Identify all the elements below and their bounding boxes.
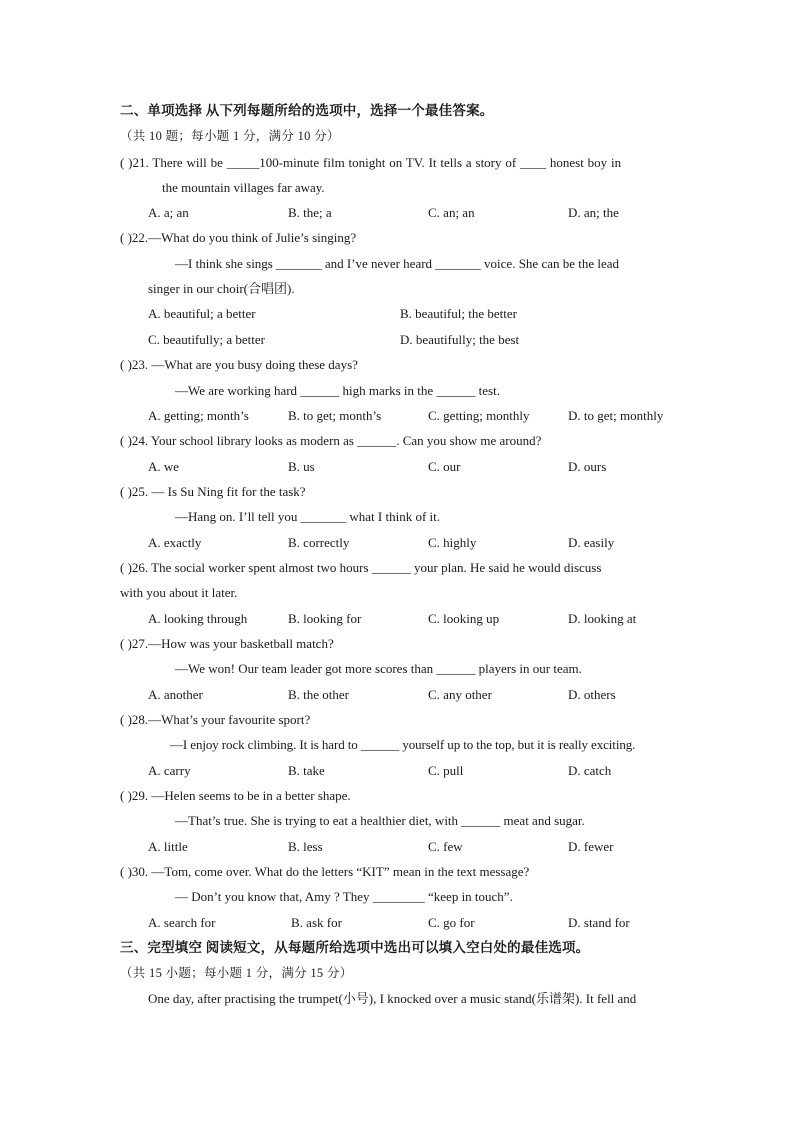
q26-line2: with you about it later. <box>120 585 238 600</box>
q24-option-c: C. our <box>428 459 461 474</box>
q22-option-d: D. beautifully; the best <box>400 332 520 347</box>
q27-option-a: A. another <box>148 687 203 702</box>
section3-title: 三、完型填空 阅读短文，从每题所给选项中选出可以填入空白处的最佳选项。 <box>120 940 590 955</box>
q28-option-d: D. catch <box>568 763 612 778</box>
q26-stem: ( )26. The social worker spent almost two hours ______ your plan. He said he would discuss <box>120 560 602 575</box>
q24-option-d: D. ours <box>568 459 607 474</box>
q21-option-b: B. the; a <box>288 205 332 220</box>
q25-option-d: D. easily <box>568 535 615 550</box>
q27-option-b: B. the other <box>288 687 350 702</box>
q29-line2: —That’s true. She is trying to eat a healthier diet, with ______ meat and sugar. <box>175 813 585 828</box>
q30-stem: ( )30. —Tom, come over. What do the letters “KIT” mean in the text message? <box>120 864 530 879</box>
q22-stem: ( )22.—What do you think of Julie’s singing? <box>120 230 357 245</box>
q22-option-b: B. beautiful; the better <box>400 306 517 321</box>
q26-option-a: A. looking through <box>148 611 248 626</box>
q29-option-b: B. less <box>288 839 323 854</box>
q28-option-a: A. carry <box>148 763 191 778</box>
q27-option-d: D. others <box>568 687 616 702</box>
q27-line2: —We won! Our team leader got more scores than ______ players in our team. <box>175 661 582 676</box>
q21-stem-cont: the mountain villages far away. <box>162 180 325 195</box>
q25-option-c: C. highly <box>428 535 477 550</box>
q24-option-b: B. us <box>288 459 315 474</box>
q29-stem: ( )29. —Helen seems to be in a better shape. <box>120 788 351 803</box>
q28-option-b: B. take <box>288 763 325 778</box>
q24-stem: ( )24. Your school library looks as modern as ______. Can you show me around? <box>120 433 542 448</box>
q21-option-a: A. a; an <box>148 205 189 220</box>
section3-passage-line: One day, after practising the trumpet(小号), I knocked over a music stand(乐谱架). It fell and <box>148 991 637 1006</box>
q26-option-d: D. looking at <box>568 611 637 626</box>
q25-stem: ( )25. — Is Su Ning fit for the task? <box>120 484 306 499</box>
q23-line2: —We are working hard ______ high marks in the ______ test. <box>175 383 500 398</box>
q30-line2: — Don’t you know that, Amy ? They ________ “keep in touch”. <box>175 889 513 904</box>
q22-line2: —I think she sings _______ and I’ve never heard _______ voice. She can be the lead <box>175 256 620 271</box>
q23-option-b: B. to get; month’s <box>288 408 382 423</box>
q23-option-d: D. to get; monthly <box>568 408 664 423</box>
q30-option-c: C. go for <box>428 915 475 930</box>
section3-note: （共 15 小题；每小题 1 分，满分 15 分） <box>120 966 353 980</box>
q29-option-c: C. few <box>428 839 463 854</box>
q23-option-c: C. getting; monthly <box>428 408 530 423</box>
q26-option-b: B. looking for <box>288 611 362 626</box>
q21-option-c: C. an; an <box>428 205 475 220</box>
q26-option-c: C. looking up <box>428 611 500 626</box>
q28-stem: ( )28.—What’s your favourite sport? <box>120 712 311 727</box>
q28-option-c: C. pull <box>428 763 464 778</box>
q25-option-a: A. exactly <box>148 535 202 550</box>
section2-title: 二、单项选择 从下列每题所给的选项中，选择一个最佳答案。 <box>120 103 494 118</box>
q25-option-b: B. correctly <box>288 535 350 550</box>
q23-stem: ( )23. —What are you busy doing these days? <box>120 357 358 372</box>
q30-option-b: B. ask for <box>291 915 342 930</box>
q23-option-a: A. getting; month’s <box>148 408 249 423</box>
q22-line3: singer in our choir(合唱团). <box>148 281 295 296</box>
q22-option-a: A. beautiful; a better <box>148 306 256 321</box>
q30-option-a: A. search for <box>148 915 216 930</box>
q21-stem: ( )21. There will be _____100-minute film tonight on TV. It tells a story of ____ honest boy in <box>120 155 622 170</box>
q29-option-a: A. little <box>148 839 188 854</box>
q24-option-a: A. we <box>148 459 180 474</box>
q27-stem: ( )27.—How was your basketball match? <box>120 636 334 651</box>
q30-option-d: D. stand for <box>568 915 630 930</box>
q27-option-c: C. any other <box>428 687 492 702</box>
section2-note: （共 10 题；每小题 1 分，满分 10 分） <box>120 129 340 143</box>
q22-option-c: C. beautifully; a better <box>148 332 265 347</box>
q28-line2: —I enjoy rock climbing. It is hard to ______ yourself up to the top, but it is really exciting. <box>170 737 636 752</box>
q25-line2: —Hang on. I’ll tell you _______ what I think of it. <box>175 509 441 524</box>
q29-option-d: D. fewer <box>568 839 614 854</box>
q21-option-d: D. an; the <box>568 205 619 220</box>
